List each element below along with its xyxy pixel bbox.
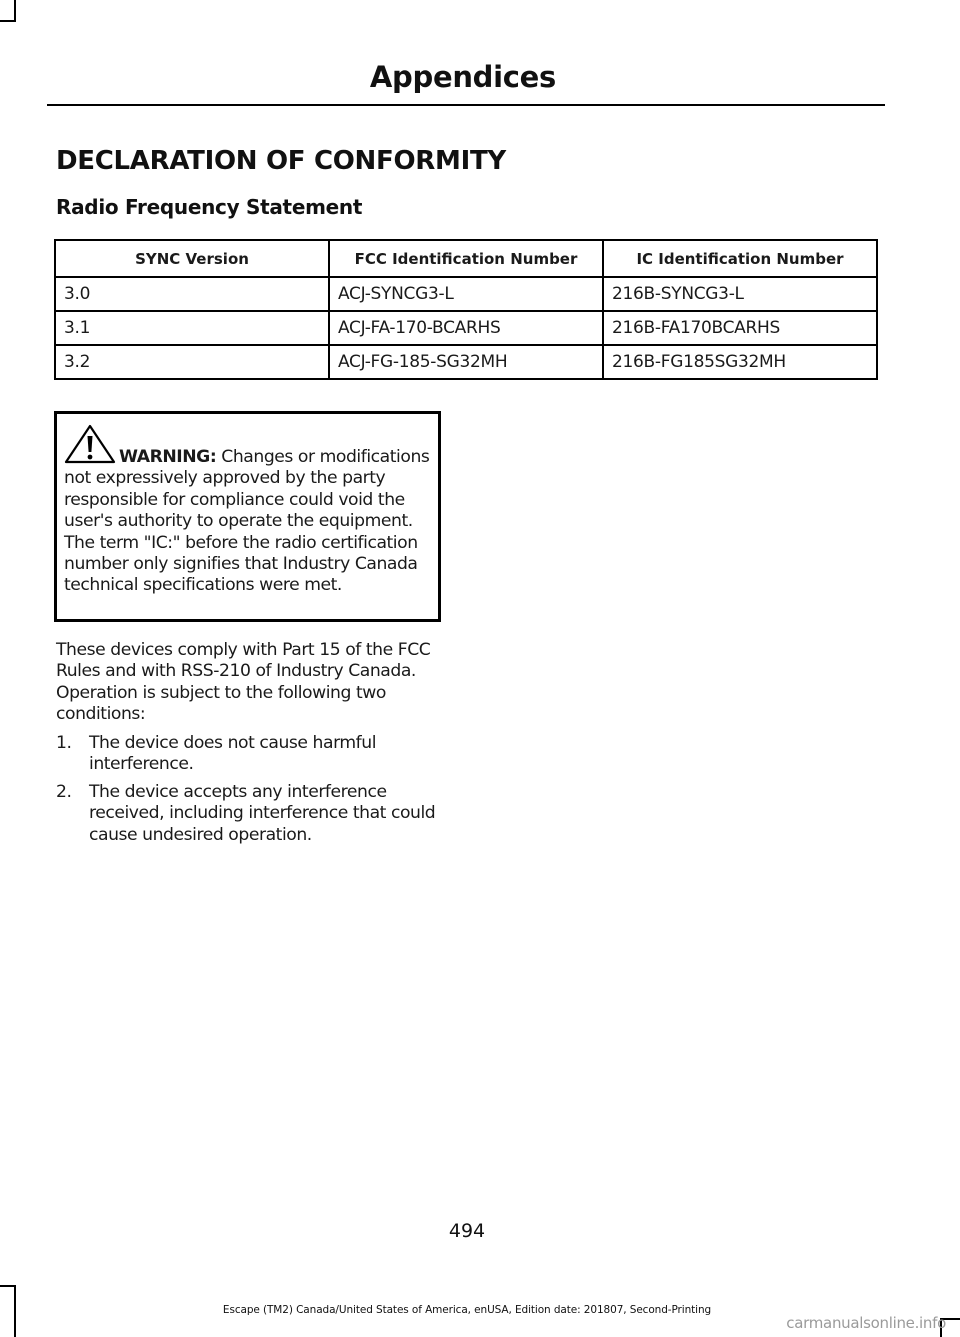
crop-mark <box>14 0 16 22</box>
list-number: 2. <box>56 782 72 802</box>
column-header: FCC Identification Number <box>329 240 603 277</box>
crop-mark <box>0 20 16 22</box>
page-number: 494 <box>448 1220 486 1242</box>
compliance-paragraph: These devices comply with Part 15 of the FCC Rules and with RSS-210 of Industry Canada. Operation is subject to the following two conditions: <box>56 640 431 725</box>
warning-label: WARNING: <box>119 447 217 467</box>
table-cell: 3.1 <box>55 311 329 345</box>
crop-mark <box>0 1285 16 1287</box>
warning-text <box>64 447 440 597</box>
table-cell: ACJ-SYNCG3-L <box>329 277 603 311</box>
page-title: DECLARATION OF CONFORMITY <box>56 146 506 176</box>
table-cell: ACJ-FG-185-SG32MH <box>329 345 603 379</box>
header-divider <box>47 104 885 106</box>
table-cell: 216B-FG185SG32MH <box>603 345 877 379</box>
list-text: The device does not cause harmful interference. <box>89 733 377 775</box>
warning-box <box>54 411 441 622</box>
page-subtitle: Radio Frequency Statement <box>56 195 363 219</box>
column-header: SYNC Version <box>55 240 329 277</box>
watermark: carmanualsonline.info <box>786 1314 946 1332</box>
table-row <box>55 277 877 311</box>
table-cell: 3.0 <box>55 277 329 311</box>
table-cell: ACJ-FA-170-BCARHS <box>329 311 603 345</box>
column-header: IC Identification Number <box>603 240 877 277</box>
edition-footer: Escape (TM2) Canada/United States of America, enUSA, Edition date: 201807, Second-Printing <box>222 1304 712 1316</box>
list-text: The device accepts any interference received, including interference that could cause undesired operation. <box>89 782 436 845</box>
list-number: 1. <box>56 733 72 753</box>
identification-table <box>54 239 878 380</box>
table-cell: 216B-FA170BCARHS <box>603 311 877 345</box>
table-cell: 216B-SYNCG3-L <box>603 277 877 311</box>
section-title: Appendices <box>369 60 556 94</box>
table-row <box>55 311 877 345</box>
table-cell: 3.2 <box>55 345 329 379</box>
table-header-row <box>55 240 877 277</box>
warning-body: Changes or modifications not expressively approved by the party responsible for compliance could void the user's authority to operate the equipment. The term "IC:" before the radio certification number only signifies that Industry Canada technical specifications were met. <box>64 447 430 596</box>
table-row <box>55 345 877 379</box>
